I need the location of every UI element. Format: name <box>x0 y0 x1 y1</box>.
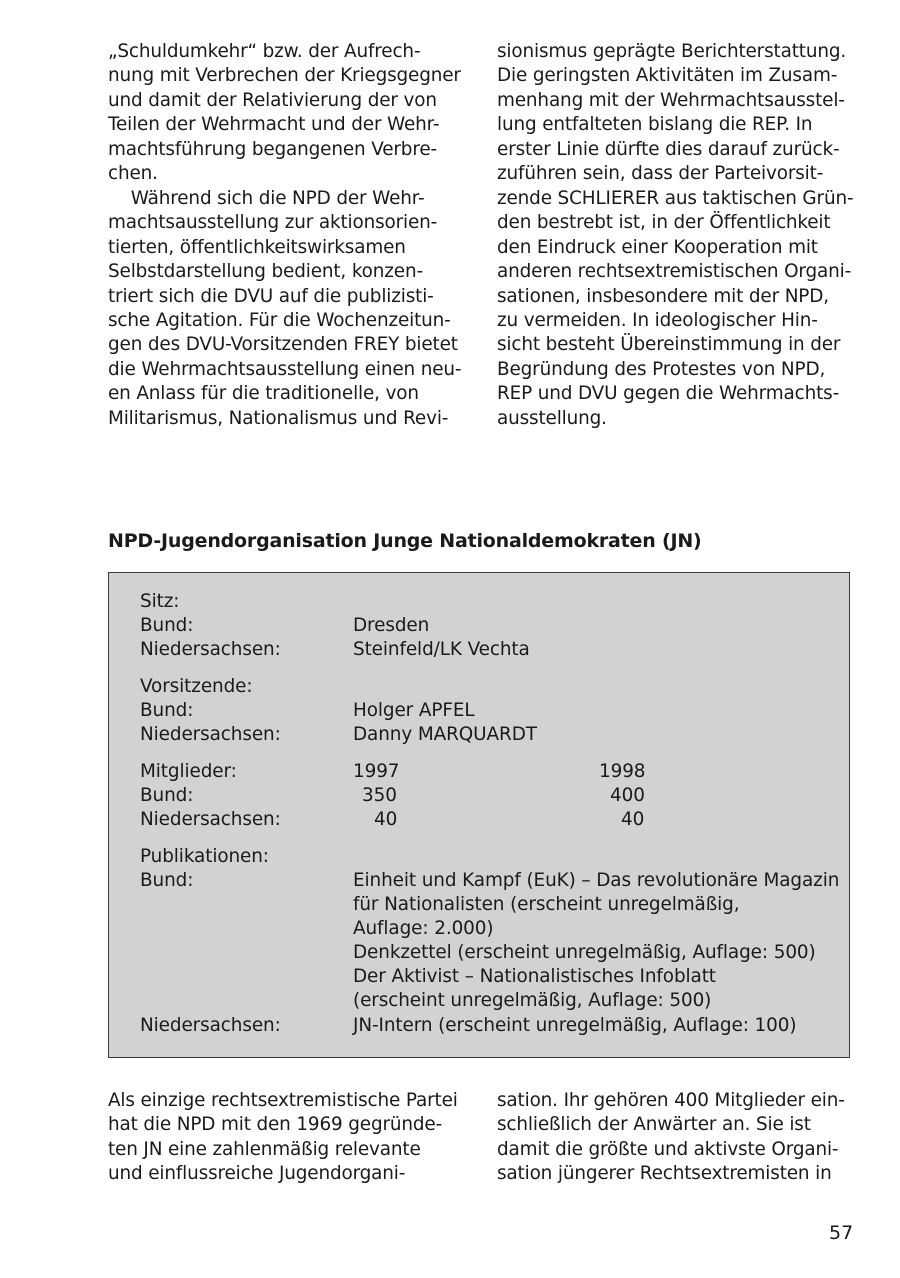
vorsitzende-label: Vorsitzende: <box>140 676 253 697</box>
pub-bund-line: Der Aktivist – Nationalistisches Infoblatt <box>353 966 716 987</box>
text-line: nung mit Verbrechen der Kriegsgegner <box>108 65 461 87</box>
text-line: REP und DVU gegen die Wehrmachts- <box>497 383 840 405</box>
mitglieder-label: Mitglieder: <box>140 761 237 782</box>
text-line: sation. Ihr gehören 400 Mitglieder ein- <box>497 1090 845 1111</box>
mitglieder-nds-1997: 40 <box>374 809 398 830</box>
text-line: und damit der Relativierung der von <box>108 89 437 111</box>
mitglieder-nds-1998: 40 <box>621 809 645 830</box>
text-line: machtsausstellung zur aktionsorien- <box>108 212 438 234</box>
pub-nds-label: Niedersachsen: <box>140 1015 281 1036</box>
text-column-right <box>497 40 857 431</box>
text-column-left <box>108 40 478 431</box>
text-line: Als einzige rechtsextremistische Partei <box>108 1090 458 1111</box>
text-line: die Wehrmachtsausstellung einen neu- <box>108 358 462 380</box>
text-line: gen des DVU-Vorsitzenden FREY bietet <box>108 334 458 356</box>
vors-nds-label: Niedersachsen: <box>140 724 281 745</box>
vors-bund-label: Bund: <box>140 700 194 721</box>
sitz-label: Sitz: <box>140 591 180 612</box>
sitz-bund-label: Bund: <box>140 615 194 636</box>
bottom-column-right <box>497 1089 857 1187</box>
mitglieder-bund-1998: 400 <box>610 785 645 806</box>
text-line: anderen rechtsextremistischen Organi- <box>497 261 852 283</box>
sitz-nds-value: Steinfeld/LK Vechta <box>353 639 530 660</box>
text-line: triert sich die DVU auf die publizisti- <box>108 285 434 307</box>
text-line: ten JN eine zahlenmäßig relevante <box>108 1138 421 1160</box>
mitglieder-bund-1997: 350 <box>362 785 397 806</box>
text-line: sationen, insbesondere mit der NPD, <box>497 285 829 307</box>
pub-bund-line: Auflage: 2.000) <box>353 918 494 939</box>
text-line: zende SCHLIERER aus taktischen Grün- <box>497 187 854 209</box>
mitglieder-nds-label: Niedersachsen: <box>140 809 281 830</box>
sitz-bund-value: Dresden <box>353 615 430 636</box>
text-line: menhang mit der Wehrmachtsausstel- <box>497 89 845 111</box>
text-line: chen. <box>108 163 158 185</box>
pub-bund-line: (erscheint unregelmäßig, Auflage: 500) <box>353 990 712 1011</box>
mitglieder-bund-label: Bund: <box>140 785 194 806</box>
text-line: machtsführung begangenen Verbre- <box>108 138 437 160</box>
text-line: Militarismus, Nationalismus und Revi- <box>108 407 449 429</box>
pub-bund-line: Denkzettel (erscheint unregelmäßig, Auflage: 500) <box>353 942 816 963</box>
text-line: zu vermeiden. In ideologischer Hin- <box>497 309 818 331</box>
text-line: hat die NPD mit den 1969 gegründe- <box>108 1114 443 1136</box>
text-line: „Schuldumkehr“ bzw. der Aufrech- <box>108 41 421 62</box>
text-line: zuführen sein, dass der Parteivorsit- <box>497 163 824 185</box>
text-line: Teilen der Wehrmacht und der Wehr- <box>108 114 440 136</box>
text-line: en Anlass für die traditionelle, von <box>108 383 419 405</box>
page-number: 57 <box>829 1222 854 1244</box>
pub-bund-line: für Nationalisten (erscheint unregelmäßig, <box>353 894 740 915</box>
text-line: sicht besteht Übereinstimmung in der <box>497 334 841 356</box>
pub-bund-line: Einheit und Kampf (EuK) – Das revolutionäre Magazin <box>353 870 840 891</box>
section-heading: NPD-Jugendorganisation Junge Nationaldemokraten (JN) <box>108 530 702 552</box>
text-line: schließlich der Anwärter an. Sie ist <box>497 1114 811 1136</box>
text-line: Selbstdarstellung bedient, konzen- <box>108 261 423 283</box>
text-line: lung entfalteten bislang die REP. In <box>497 114 813 136</box>
text-line: Während sich die NPD der Wehr- <box>108 187 425 209</box>
text-line: Begründung des Protestes von NPD, <box>497 358 826 380</box>
vors-bund-value: Holger APFEL <box>353 700 475 721</box>
publikationen-label: Publikationen: <box>140 846 269 867</box>
sitz-nds-label: Niedersachsen: <box>140 639 281 660</box>
year-1998: 1998 <box>599 761 646 782</box>
text-line: und einflussreiche Jugendorgani- <box>108 1163 406 1185</box>
text-line: damit die größte und aktivste Organi- <box>497 1138 839 1160</box>
text-line: den Eindruck einer Kooperation mit <box>497 236 818 258</box>
text-line: ausstellung. <box>497 407 607 429</box>
text-line: tierten, öffentlichkeitswirksamen <box>108 236 406 258</box>
text-line: sionismus geprägte Berichterstattung. <box>497 41 847 62</box>
text-line: erster Linie dürfte dies darauf zurück- <box>497 138 840 160</box>
pub-nds-value: JN-Intern (erscheint unregelmäßig, Auflage: 100) <box>353 1015 797 1036</box>
pub-bund-label: Bund: <box>140 870 194 891</box>
vors-nds-value: Danny MARQUARDT <box>353 724 537 745</box>
bottom-column-left <box>108 1089 478 1187</box>
text-line: sche Agitation. Für die Wochenzeitun- <box>108 309 451 331</box>
text-line: Die geringsten Aktivitäten im Zusam- <box>497 65 838 87</box>
text-line: den bestrebt ist, in der Öffentlichkeit <box>497 212 831 234</box>
text-line: sation jüngerer Rechtsextremisten in <box>497 1163 832 1185</box>
info-box <box>108 572 850 1058</box>
year-1997: 1997 <box>353 761 400 782</box>
